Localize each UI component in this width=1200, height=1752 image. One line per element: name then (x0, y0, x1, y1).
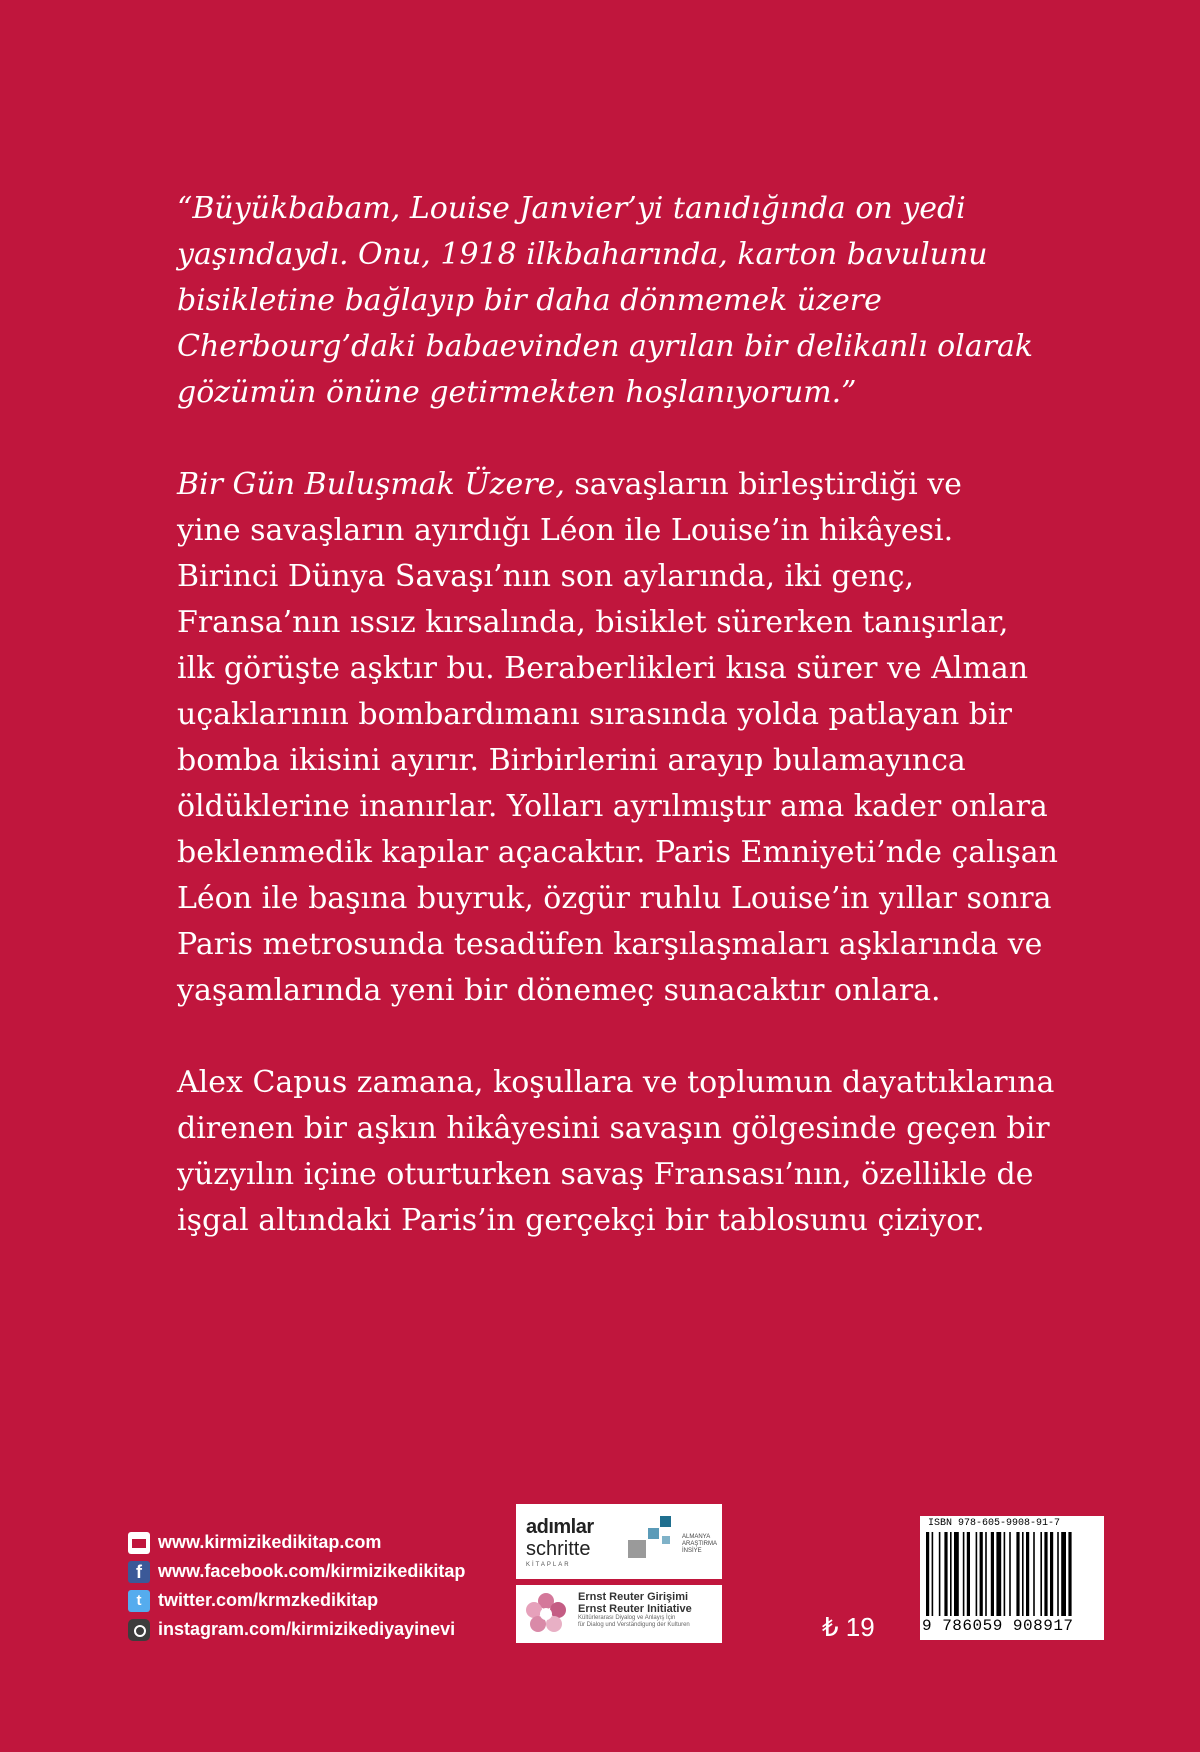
sponsor-logos (516, 1504, 722, 1643)
quote-line: “Büyükbabam, Louise Janvier’yi tanıdığında on yedi (177, 191, 966, 226)
summary-line: uçaklarının bombardımanı sırasında yolda patlayan bir (177, 697, 1012, 732)
adimlar-squares-icon (628, 1514, 678, 1564)
instagram-icon (128, 1619, 150, 1641)
quote-paragraph (177, 186, 1077, 416)
barcode-bar (1050, 1532, 1053, 1616)
website-text: www.kirmizikedikitap.com (158, 1532, 382, 1552)
kirmizikedi-logo-icon (128, 1532, 150, 1554)
summary-line: Fransa’nın ıssız kırsalında, bisiklet sürerken tanışırlar, (177, 605, 1009, 640)
summary-line: beklenmedik kapılar açacaktır. Paris Emniyeti’nde çalışan (177, 835, 1058, 870)
barcode-bar (1057, 1532, 1059, 1616)
barcode-bars-icon (926, 1532, 1098, 1616)
quote-line: Cherbourg’daki babaevinden ayrılan bir delikanlı olarak (177, 329, 1034, 364)
barcode-bar (1026, 1532, 1029, 1616)
barcode-bar (932, 1532, 934, 1616)
barcode-bar (1044, 1532, 1047, 1616)
summary-line: öldüklerine inanırlar. Yolları ayrılmıştır ama kader onlara (177, 789, 1048, 824)
barcode-bar (985, 1532, 987, 1616)
barcode-bar (1061, 1532, 1066, 1616)
barcode-bar (926, 1532, 929, 1616)
isbn-barcode (920, 1516, 1104, 1640)
barcode-bar (944, 1532, 947, 1616)
book-title: Bir Gün Buluşmak Üzere, (177, 467, 565, 502)
summary-line: Paris metrosunda tesadüfen karşılaşmaları aşklarında ve (177, 927, 1043, 962)
barcode-bar (1068, 1532, 1071, 1616)
barcode-bar (976, 1532, 978, 1616)
author-line: yüzyılın içine oturturken savaş Fransası’nın, özellikle de (177, 1157, 1034, 1192)
summary-line: bomba ikisini ayırır. Birbirlerini arayıp bulamayınca (177, 743, 966, 778)
ernst-reuter-logo (516, 1585, 722, 1643)
barcode-bar (996, 1532, 1001, 1616)
barcode-bar (1022, 1532, 1024, 1616)
barcode-bar (1016, 1532, 1019, 1616)
barcode-bar (963, 1532, 965, 1616)
barcode-bar (1009, 1532, 1011, 1616)
quote-line: yaşındaydı. Onu, 1918 ilkbaharında, karton bavulunu (177, 237, 988, 272)
isbn-number: ISBN 978-605-9908-91-7 (928, 1518, 1061, 1529)
website-link[interactable] (128, 1528, 465, 1557)
ean-digits: 9 786059 908917 (922, 1617, 1074, 1635)
barcode-bar (967, 1532, 970, 1616)
summary-line: ilk görüşte aşktır bu. Beraberlikleri kısa sürer ve Alman (177, 651, 1029, 686)
ernst-reuter-flower-icon (522, 1591, 570, 1637)
summary-paragraph (177, 462, 1077, 1014)
summary-line: savaşların birleştirdiği ve (564, 467, 962, 502)
barcode-bar (991, 1532, 994, 1616)
author-line: işgal altındaki Paris’in gerçekçi bir tablosunu çiziyor. (177, 1203, 985, 1238)
summary-line: Birinci Dünya Savaşı’nın son aylarında, iki genç, (177, 559, 915, 594)
author-line: direnen bir aşkın hikâyesini savaşın gölgesinde geçen bir (177, 1111, 1050, 1146)
instagram-text: instagram.com/kirmizikediyayinevi (158, 1619, 456, 1639)
instagram-link[interactable] (128, 1615, 465, 1644)
barcode-bar (950, 1532, 952, 1616)
schritte-wordmark: schritte (526, 1538, 591, 1560)
twitter-link[interactable] (128, 1586, 465, 1615)
quote-line: gözümün önüne getirmekten hoşlanıyorum.” (177, 375, 857, 410)
ernst-reuter-text: Ernst Reuter Girişimi Ernst Reuter Initiative Kültürlerarası Diyalog ve Anlayış İçin für Dialog und Verständigung der Kulturen (578, 1591, 692, 1628)
adimlar-right-text: ALMANYA ARAŞTIRMA İNSİYE (682, 1534, 718, 1554)
facebook-icon: f (128, 1561, 150, 1583)
barcode-bar (1004, 1532, 1006, 1616)
barcode-bar (954, 1532, 959, 1616)
twitter-text: twitter.com/krmzkedikitap (158, 1590, 379, 1610)
barcode-bar (1033, 1532, 1035, 1616)
quote-line: bisikletine bağlayıp bir daha dönmemek üzere (177, 283, 882, 318)
summary-line: Léon ile başına buyruk, özgür ruhlu Louise’in yıllar sonra (177, 881, 1052, 916)
summary-line: yaşamlarında yeni bir dönemeç sunacaktır onlara. (177, 973, 941, 1008)
adimlar-logo (516, 1504, 722, 1579)
barcode-bar (1040, 1532, 1042, 1616)
adimlar-wordmark: adımlar (526, 1516, 594, 1538)
author-line: Alex Capus zamana, koşullara ve toplumun dayattıklarına (177, 1065, 1055, 1100)
social-links (128, 1528, 465, 1644)
twitter-icon: t (128, 1590, 150, 1612)
price: ₺ 19 (822, 1612, 875, 1642)
blurb (177, 186, 1077, 1244)
summary-line: yine savaşların ayırdığı Léon ile Louise’in hikâyesi. (177, 513, 954, 548)
barcode-bar (939, 1532, 941, 1616)
facebook-text: www.facebook.com/kirmizikedikitap (158, 1561, 466, 1581)
adimlar-subtitle: KİTAPLAR (526, 1562, 571, 1568)
facebook-link[interactable] (128, 1557, 465, 1586)
barcode-bar (980, 1532, 983, 1616)
author-paragraph (177, 1060, 1077, 1244)
